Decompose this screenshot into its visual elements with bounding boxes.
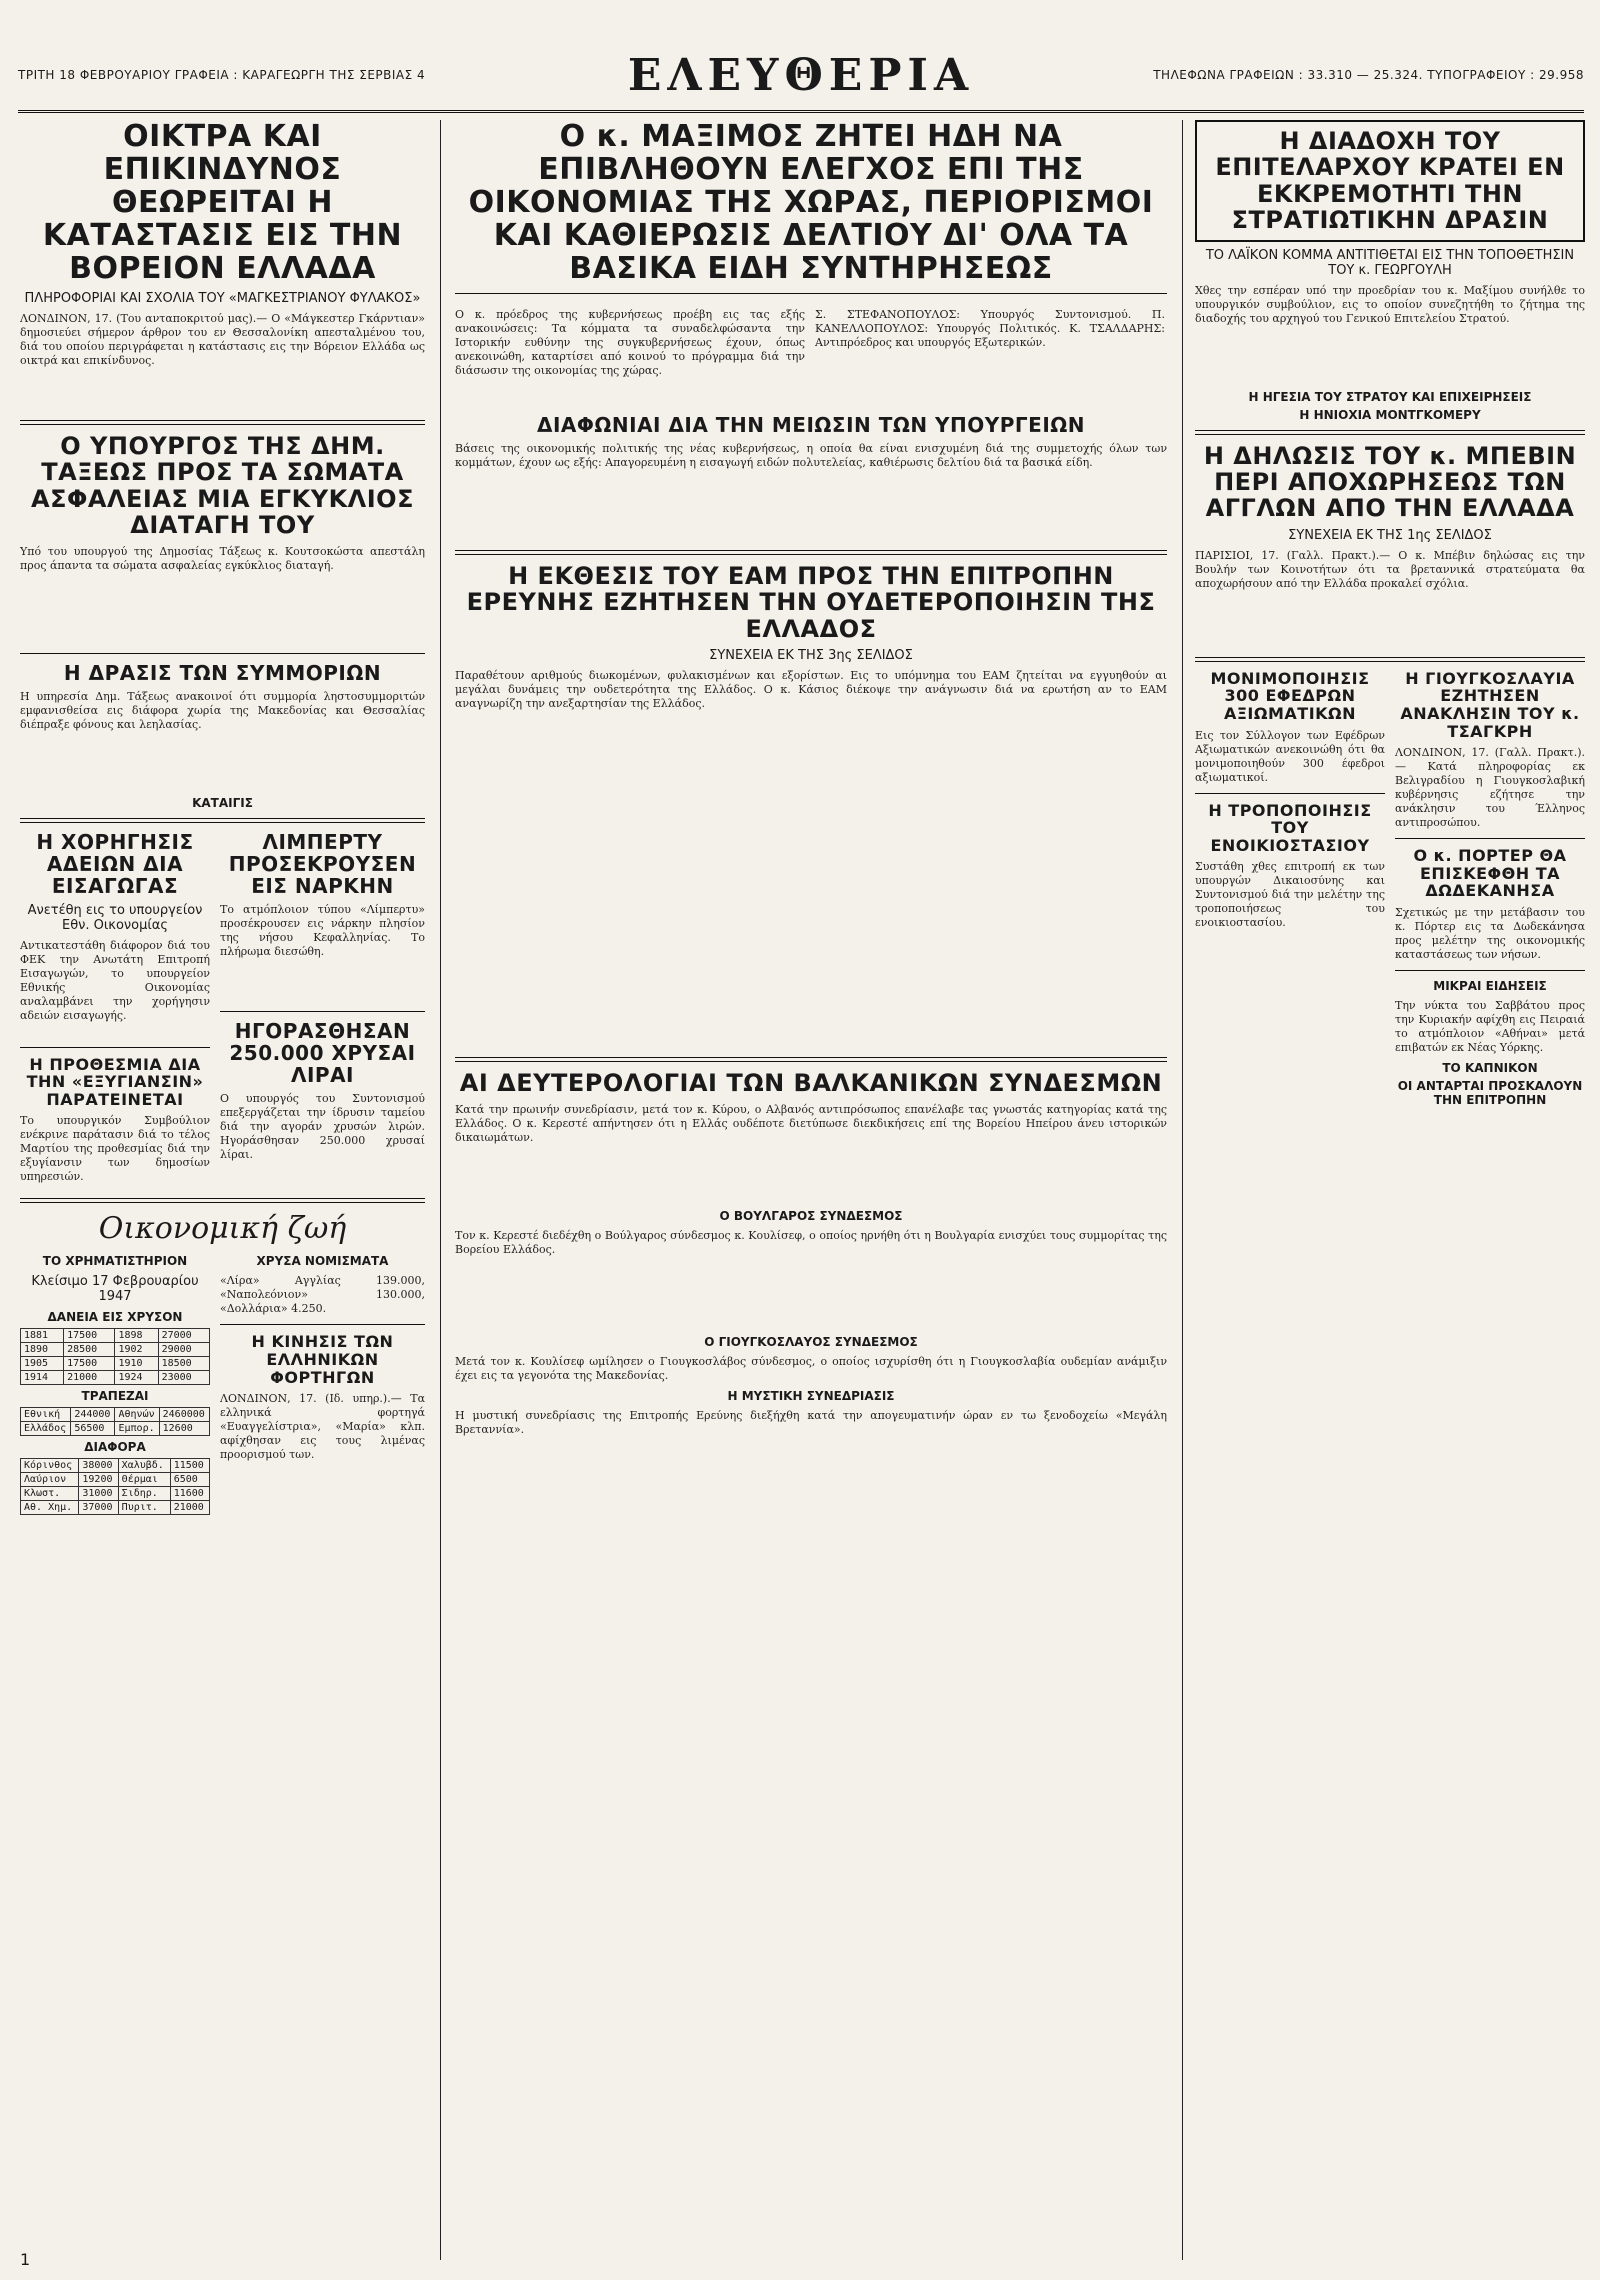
table-row: [21, 1343, 210, 1357]
table-cell: 1881: [21, 1329, 64, 1343]
divider: [20, 653, 425, 654]
subheadline: Ανετέθη εις το υπουργείον Εθν. Οικονομίας: [27, 902, 203, 933]
table-cell: Πυριτ.: [118, 1501, 170, 1515]
headline-porter: Ο κ. ΠΟΡΤΕΡ ΘΑ ΕΠΙΣΚΕΦΘΗ ΤΑ ΔΩΔΕΚΑΝΗΣΑ: [1413, 846, 1567, 901]
article-body: Το ατμόπλοιον τύπου «Λίμπερτυ» προσέκρουσεν εις νάρκην πλησίον της νήσου Κεφαλληνίας. Το πλήρωμα διεσώθη.: [220, 902, 425, 958]
table-cell: Σιδηρ.: [118, 1487, 170, 1501]
article-body: Ο υπουργός του Συντονισμού επεξεργάζεται την ίδρυσιν ταμείου διά την αγοράν χρυσών λιρών. Ηγοράσθησαν 250.000 χρυσαί λίραι.: [220, 1091, 425, 1161]
article-body: ΛΟΝΔΙΝΟΝ, 17. (Ιδ. υπηρ.).— Τα ελληνικά φορτηγά «Ευαγγελίστρια», «Μαρία» κλπ. αφίχθησαν εις τους λιμένας προορισμού των.: [220, 1392, 425, 1462]
divider: [1395, 838, 1585, 839]
table-cell: 21000: [64, 1371, 115, 1385]
table-cell: 56500: [71, 1422, 115, 1436]
article-body: ΛΟΝΔΙΝΟΝ, 17. (Γαλλ. Πρακτ.).— Κατά πληροφορίας εκ Βελιγραδίου η Γιουγκοσλαβική κυβέρνησις εζήτησε την ανάκλησιν του Έλληνος αντιπροσώπου.: [1395, 746, 1585, 830]
table-cell: 37000: [79, 1501, 118, 1515]
table-cell: 21000: [170, 1501, 209, 1515]
headline-eam-report: Η ΕΚΘΕΣΙΣ ΤΟΥ ΕΑΜ ΠΡΟΣ ΤΗΝ ΕΠΙΤΡΟΠΗΝ ΕΡΕΥΝΗΣ ΕΖΗΤΗΣΕΝ ΤΗΝ ΟΥΔΕΤΕΡΟΠΟΙΗΣΙΝ ΤΗΣ ΕΛΛΑΔΟΣ: [466, 562, 1156, 643]
column-rule: [440, 120, 441, 2260]
article-body: Η υπηρεσία Δημ. Τάξεως ανακοινοί ότι συμμορία ληστοσυμμοριτών εμφανισθείσα εις διάφορα χωρία της Μακεδονίας και Θεσσαλίας διέπραξε φόνους και λεηλασίας.: [20, 689, 425, 731]
table-cell: Λαύριον: [21, 1473, 79, 1487]
headline-import-licences: Η ΧΟΡΗΓΗΣΙΣ ΑΔΕΙΩΝ ΔΙΑ ΕΙΣΑΓΩΓΑΣ: [36, 829, 194, 898]
article-body: Σχετικώς με την μετάβασιν του κ. Πόρτερ εις τα Δωδεκάνησα προς μελέτην της οικονομικής καταστάσεως των νήσων.: [1395, 905, 1585, 961]
article-body: Ο κ. πρόεδρος της κυβερνήσεως προέβη εις τας εξής ανακοινώσεις: Τα κόμματα τα συναδελφώσαντα την Ιστορικήν ευθύνην της συγκυβερνήσεως έχουν, όπως ανεκοινώθη, καταρτίσει από κοινού το πρόγραμμα διά την διάσωσιν της οικονομίας της χώρας.: [455, 308, 805, 377]
newspaper-title: ΕΛΕΥΘΕΡΙΑ: [627, 50, 975, 101]
banks-table: [20, 1407, 210, 1436]
table-cell: Θέρμαι: [118, 1473, 170, 1487]
article-body: Υπό του υπουργού της Δημοσίας Τάξεως κ. Κουτσοκώστα απεστάλη προς άπαντα τα σώματα ασφαλείας εγκύκλιος διαταγή.: [20, 544, 425, 572]
left-column: [20, 120, 425, 1515]
table-cell: 31000: [79, 1487, 118, 1501]
page-number: 1: [20, 2250, 31, 2269]
table-cell: 11600: [170, 1487, 209, 1501]
economy-section-title: Οικονομική ζωή: [98, 1211, 347, 1247]
section-label: Η ΜΥΣΤΙΚΗ ΣΥΝΕΔΡΙΑΣΙΣ: [727, 1388, 895, 1403]
table-row: [21, 1487, 210, 1501]
divider: [455, 550, 1167, 555]
continuation-label: ΣΥΝΕΧΕΙΑ ΕΚ ΤΗΣ 3ης ΣΕΛΙΔΟΣ: [709, 648, 913, 664]
table-row: [21, 1501, 210, 1515]
lead-headline: Ο κ. ΜΑΞΙΜΟΣ ΖΗΤΕΙ ΗΔΗ ΝΑ ΕΠΙΒΛΗΘΟΥΝ ΕΛΕΓΧΟΣ ΕΠΙ ΤΗΣ ΟΙΚΟΝΟΜΙΑΣ ΤΗΣ ΧΩΡΑΣ, ΠΕΡΙΟΡΙΣΜΟΙ ΚΑΙ ΚΑΘΙΕΡΩΣΙΣ ΔΕΛΤΙΟΥ ΔΙ' ΟΛΑ ΤΑ ΒΑΣΙΚΑ ΕΙΔΗ ΣΥΝΤΗΡΗΣΕΩΣ: [468, 119, 1154, 286]
banks-title: ΤΡΑΠΕΖΑΙ: [81, 1389, 149, 1404]
section-label: ΚΑΤΑΙΓΙΣ: [192, 795, 253, 810]
column-rule: [1182, 120, 1183, 2260]
masthead-phones: ΤΗΛΕΦΩΝΑ ΓΡΑΦΕΙΩΝ : 33.310 — 25.324. ΤΥΠΟΓΡΑΦΕΙΟΥ : 29.958: [1153, 68, 1584, 82]
closing-date: Κλείσιμο 17 Φεβρουαρίου 1947: [31, 1274, 199, 1305]
subheadline: ΤΟ ΛΑΪΚΟΝ ΚΟΜΜΑ ΑΝΤΙΤΙΘΕΤΑΙ ΕΙΣ ΤΗΝ ΤΟΠΟΘΕΤΗΣΙΝ ΤΟΥ κ. ΓΕΩΡΓΟΥΛΗ: [1205, 247, 1575, 278]
headline-liberty-mine: ΛΙΜΠΕΡΤΥ ΠΡΟΣΕΚΡΟΥΣΕΝ ΕΙΣ ΝΑΡΚΗΝ: [228, 829, 417, 898]
article-body: Παραθέτουν αριθμούς διωκομένων, φυλακισμένων και εξορίστων. Εις το υπόμνημα του ΕΑΜ ζητείται να εγγυηθούν αι μεγάλαι δυνάμεις την ουδετερότητα της Ελλάδος. Ο κ. Κάσιος διέκοψε την ανάγνωσιν διά να ερωτήση αν το ΕΑΜ αναγνωρίζη την ανεξαρτησίαν της Ελλάδος.: [455, 669, 1167, 711]
boxed-headline: [1195, 120, 1585, 242]
gold-coins-title: ΧΡΥΣΑ ΝΟΜΙΣΜΑΤΑ: [256, 1254, 389, 1269]
headline-north-greece: ΟΙΚΤΡΑ ΚΑΙ ΕΠΙΚΙΝΔΥΝΟΣ ΘΕΩΡΕΙΤΑΙ Η ΚΑΤΑΣΤΑΣΙΣ ΕΙΣ ΤΗΝ ΒΟΡΕΙΟΝ ΕΛΛΑΔΑ: [42, 119, 403, 286]
various-table: [20, 1458, 210, 1515]
section-label: Ο ΒΟΥΛΓΑΡΟΣ ΣΥΝΔΕΣΜΟΣ: [719, 1208, 903, 1223]
loans-title: ΔΑΝΕΙΑ ΕΙΣ ΧΡΥΣΟΝ: [47, 1310, 183, 1325]
divider: [1195, 430, 1585, 435]
divider: [20, 818, 425, 823]
table-cell: Εθνική: [21, 1408, 71, 1422]
article-body: Το υπουργικόν Συμβούλιον ενέκρινε παράτασιν διά το τέλος Μαρτίου της προθεσμίας διά την εξυγίανσιν των δημοσίων υπηρεσιών.: [20, 1114, 210, 1184]
table-cell: 244000: [71, 1408, 115, 1422]
divider: [20, 1047, 210, 1048]
table-cell: 29000: [158, 1343, 209, 1357]
headline-ministries: ΔΙΑΦΩΝΙΑΙ ΔΙΑ ΤΗΝ ΜΕΙΩΣΙΝ ΤΩΝ ΥΠΟΥΡΓΕΙΩΝ: [536, 413, 1086, 437]
article-body: Η μυστική συνεδρίασις της Επιτροπής Ερεύνης διεξήχθη κατά την απογευματινήν ώραν εν τω ξενοδοχείω «Μεγάλη Βρεταννία».: [455, 1408, 1167, 1436]
article-body: Χθες την εσπέραν υπό την προεδρίαν του κ. Μαξίμου συνήλθε το υπουργικόν συμβούλιον, εις το οποίον συνεζητήθη το ζήτημα της διαδοχής του αρχηγού του Γενικού Επιτελείου Στρατού.: [1195, 283, 1585, 325]
loans-table: [20, 1328, 210, 1385]
table-cell: 23000: [158, 1371, 209, 1385]
headline-reserve-officers: ΜΟΝΙΜΟΠΟΙΗΣΙΣ 300 ΕΦΕΔΡΩΝ ΑΞΙΩΜΑΤΙΚΩΝ: [1210, 668, 1370, 723]
table-cell: Ελλάδος: [21, 1422, 71, 1436]
divider: [455, 293, 1167, 294]
table-row: [21, 1422, 210, 1436]
table-cell: 38000: [79, 1459, 118, 1473]
article-body: Εις τον Σύλλογον των Εφέδρων Αξιωματικών ανεκοινώθη ότι θα μονιμοποιηθούν 300 έφεδροι αξιωματικοί.: [1195, 728, 1385, 784]
section-label: ΟΙ ΑΝΤΑΡΤΑΙ ΠΡΟΣΚΑΛΟΥΝ ΤΗΝ ΕΠΙΤΡΟΠΗΝ: [1397, 1078, 1583, 1107]
table-row: [21, 1357, 210, 1371]
headline-gold-pounds: ΗΓΟΡΑΣΘΗΣΑΝ 250.000 ΧΡΥΣΑΙ ΛΙΡΑΙ: [229, 1018, 416, 1087]
divider: [1195, 793, 1385, 794]
table-cell: 1924: [115, 1371, 158, 1385]
masthead-date: ΤΡΙΤΗ 18 ΦΕΒΡΟΥΑΡΙΟΥ ΓΡΑΦΕΙΑ : ΚΑΡΑΓΕΩΡΓΗ ΤΗΣ ΣΕΡΒΙΑΣ 4: [18, 68, 426, 82]
section-label: Η ΗΝΙΟΧΙΑ ΜΟΝΤΓΚΟΜΕΡΥ: [1299, 407, 1481, 422]
small-news-title: ΜΙΚΡΑΙ ΕΙΔΗΣΕΙΣ: [1433, 978, 1547, 993]
table-cell: 2460000: [159, 1408, 209, 1422]
masthead: [18, 50, 1584, 113]
article-body: Αντικατεστάθη διάφορον διά του ΦΕΚ την Ανωτάτη Επιτροπή Εισαγωγών, το υπουργείον Εθνικής Οικονομίας αναλαμβάνει την χορήγησιν αδειών εισαγωγής.: [20, 938, 210, 1022]
article-body: Βάσεις της οικονομικής πολιτικής της νέας κυβερνήσεως, η οποία θα είναι ενισχυμένη διά της συμμετοχής όλων των κομμάτων, έχουν ως εξής: Απαγορευμένη η εισαγωγή ειδών πολυτελείας, καθιέρωσις δελτίου διά τα βασικά είδη.: [455, 442, 1167, 469]
headline-balkan-liaisons: ΑΙ ΔΕΥΤΕΡΟΛΟΓΙΑΙ ΤΩΝ ΒΑΛΚΑΝΙΚΩΝ ΣΥΝΔΕΣΜΩΝ: [459, 1069, 1163, 1098]
headline-gangs: Η ΔΡΑΣΙΣ ΤΩΝ ΣΥΜΜΟΡΙΩΝ: [63, 660, 382, 685]
table-row: [21, 1473, 210, 1487]
table-cell: 6500: [170, 1473, 209, 1487]
headline-greek-freighters: Η ΚΙΝΗΣΙΣ ΤΩΝ ΕΛΛΗΝΙΚΩΝ ΦΟΡΤΗΓΩΝ: [251, 1332, 394, 1387]
section-label: Η ΗΓΕΣΙΑ ΤΟΥ ΣΤΡΑΤΟΥ ΚΑΙ ΕΠΙΧΕΙΡΗΣΕΙΣ: [1248, 389, 1532, 404]
table-cell: Αθ. Χημ.: [21, 1501, 79, 1515]
table-cell: 19200: [79, 1473, 118, 1487]
table-cell: Χαλυβδ.: [118, 1459, 170, 1473]
article-body: Συστάθη χθες επιτροπή εκ των υπουργών Δικαιοσύνης και Συντονισμού διά την μελέτην της τροποποιήσεως του ενοικιοστασίου.: [1195, 860, 1385, 930]
section-label: ΤΟ ΚΑΠΝΙΚΟΝ: [1442, 1060, 1538, 1075]
table-cell: Εμπορ.: [115, 1422, 159, 1436]
table-row: [21, 1329, 210, 1343]
table-row: [21, 1459, 210, 1473]
exchange-title: ΤΟ ΧΡΗΜΑΤΙΣΤΗΡΙΟΝ: [42, 1254, 188, 1269]
headline-yugoslavia: Η ΓΙΟΥΓΚΟΣΛΑΥΙΑ ΕΖΗΤΗΣΕΝ ΑΝΑΚΛΗΣΙΝ ΤΟΥ κ. ΤΣΑΓΚΡΗ: [1400, 668, 1580, 741]
table-cell: 1890: [21, 1343, 64, 1357]
table-cell: 12600: [159, 1422, 209, 1436]
table-row: [21, 1371, 210, 1385]
right-column: [1195, 120, 1585, 1111]
table-cell: 17500: [64, 1329, 115, 1343]
divider: [20, 1198, 425, 1203]
various-title: ΔΙΑΦΟΡΑ: [84, 1440, 146, 1455]
table-cell: 1898: [115, 1329, 158, 1343]
headline-bevin: Η ΔΗΛΩΣΙΣ ΤΟΥ κ. ΜΠΕΒΙΝ ΠΕΡΙ ΑΠΟΧΩΡΗΣΕΩΣ ΤΩΝ ΑΓΓΛΩΝ ΑΠΟ ΤΗΝ ΕΛΛΑΔΑ: [1203, 441, 1577, 523]
headline-rent-control: Η ΤΡΟΠΟΠΟΙΗΣΙΣ ΤΟΥ ΕΝΟΙΚΙΟΣΤΑΣΙΟΥ: [1208, 800, 1372, 855]
divider: [20, 420, 425, 425]
gold-coins-text: «Λίρα» Αγγλίας 139.000, «Ναπολεόνιον» 130.000, «Δολλάρια» 4.250.: [220, 1274, 425, 1316]
ministers-list: Σ. ΣΤΕΦΑΝΟΠΟΥΛΟΣ: Υπουργός Συντονισμού. Π. ΚΑΝΕΛΛΟΠΟΥΛΟΣ: Υπουργός Πολιτικός. Κ. ΤΣΑΛΔΑΡΗΣ: Αντιπρόεδρος και υπουργός Εξωτερικών.: [815, 308, 1165, 349]
divider: [220, 1324, 425, 1325]
table-cell: 18500: [158, 1357, 209, 1371]
divider: [1395, 970, 1585, 971]
article-body: ΛΟΝΔΙΝΟΝ, 17. (Του ανταποκριτού μας).— Ο «Μάγκεστερ Γκάρντιαν» δημοσιεύει σήμερον άρθρον του εν Θεσσαλονίκη απεσταλμένου του, διά του οποίου περιγράφεται η κατάστασις εις την Βόρειον Ελλάδα ως οικτρά και επικίνδυνος.: [20, 312, 425, 367]
article-body: Την νύκτα του Σαββάτου προς την Κυριακήν αφίχθη εις Πειραιά το ατμόπλοιον «Αθήναι» μετά επιβατών εκ Νέας Υόρκης.: [1395, 998, 1585, 1054]
table-cell: 17500: [64, 1357, 115, 1371]
table-cell: 1914: [21, 1371, 64, 1385]
table-cell: Αθηνών: [115, 1408, 159, 1422]
section-label: Ο ΓΙΟΥΓΚΟΣΛΑΥΟΣ ΣΥΝΔΕΣΜΟΣ: [704, 1334, 918, 1349]
headline-public-order: Ο ΥΠΟΥΡΓΟΣ ΤΗΣ ΔΗΜ. ΤΑΞΕΩΣ ΠΡΟΣ ΤΑ ΣΩΜΑΤΑ ΑΣΦΑΛΕΙΑΣ ΜΙΑ ΕΓΚΥΚΛΙΟΣ ΔΙΑΤΑΓΗ ΤΟΥ: [31, 432, 414, 540]
article-body: Κατά την πρωινήν συνεδρίασιν, μετά τον κ. Κύρου, ο Αλβανός αντιπρόσωπος επανέλαβε τας γνωστάς κατηγορίας κατά της Ελλάδος. Ο κ. Κερεστέ απήντησεν ότι η Ελλάς ουδέποτε διετύπωσε διεκδικήσεις επί της Βορείου Ηπείρου άνευ ιστορικών δικαιωμάτων.: [455, 1102, 1167, 1144]
table-cell: 28500: [64, 1343, 115, 1357]
table-cell: 1902: [115, 1343, 158, 1357]
divider: [1195, 657, 1585, 662]
article-body: ΠΑΡΙΣΙΟΙ, 17. (Γαλλ. Πρακτ.).— Ο κ. Μπέβιν δηλώσας εις την Βουλήν των Κοινοτήτων ότι τα βρεταννικά στρατεύματα θα αποχωρήσουν από την Ελλάδα προκαλεί σχόλια.: [1195, 548, 1585, 590]
divider: [220, 1011, 425, 1012]
subheadline: ΠΛΗΡΟΦΟΡΙΑΙ ΚΑΙ ΣΧΟΛΙΑ ΤΟΥ «ΜΑΓΚΕΣΤΡΙΑΝΟΥ ΦΥΛΑΚΟΣ»: [24, 291, 421, 306]
table-cell: 1910: [115, 1357, 158, 1371]
table-cell: Κόρινθος: [21, 1459, 79, 1473]
table-cell: 1905: [21, 1357, 64, 1371]
continuation-label: ΣΥΝΕΧΕΙΑ ΕΚ ΤΗΣ 1ης ΣΕΛΙΔΟΣ: [1288, 527, 1492, 543]
table-cell: 11500: [170, 1459, 209, 1473]
center-column: [455, 120, 1167, 1443]
divider: [455, 1057, 1167, 1062]
table-cell: 27000: [158, 1329, 209, 1343]
table-row: [21, 1408, 210, 1422]
headline-chief-of-staff: Η ΔΙΑΔΟΧΗ ΤΟΥ ΕΠΙΤΕΛΑΡΧΟΥ ΚΡΑΤΕΙ ΕΝ ΕΚΚΡΕΜΟΤΗΤΙ ΤΗΝ ΣΤΡΑΤΙΩΤΙΚΗΝ ΔΡΑΣΙΝ: [1215, 127, 1565, 235]
article-body: Μετά τον κ. Κουλίσεφ ωμίλησεν ο Γιουγκοσλάβος σύνδεσμος, ο οποίος ισχυρίσθη ότι η Γιουγκοσλαβία ουδεμίαν ανάμιξιν έχει εις τα γεγονότα της Μακεδονίας.: [455, 1354, 1167, 1382]
table-cell: Κλωστ.: [21, 1487, 79, 1501]
headline-deadline: Η ΠΡΟΘΕΣΜΙΑ ΔΙΑ ΤΗΝ «ΕΞΥΓΙΑΝΣΙΝ» ΠΑΡΑΤΕΙΝΕΤΑΙ: [26, 1054, 204, 1109]
article-body: Τον κ. Κερεστέ διεδέχθη ο Βούλγαρος σύνδεσμος κ. Κουλίσεφ, ο οποίος ηρνήθη ότι η Βουλγαρία ενισχύει τους συμμορίτας της Βορείου Ελλάδος.: [455, 1228, 1167, 1256]
